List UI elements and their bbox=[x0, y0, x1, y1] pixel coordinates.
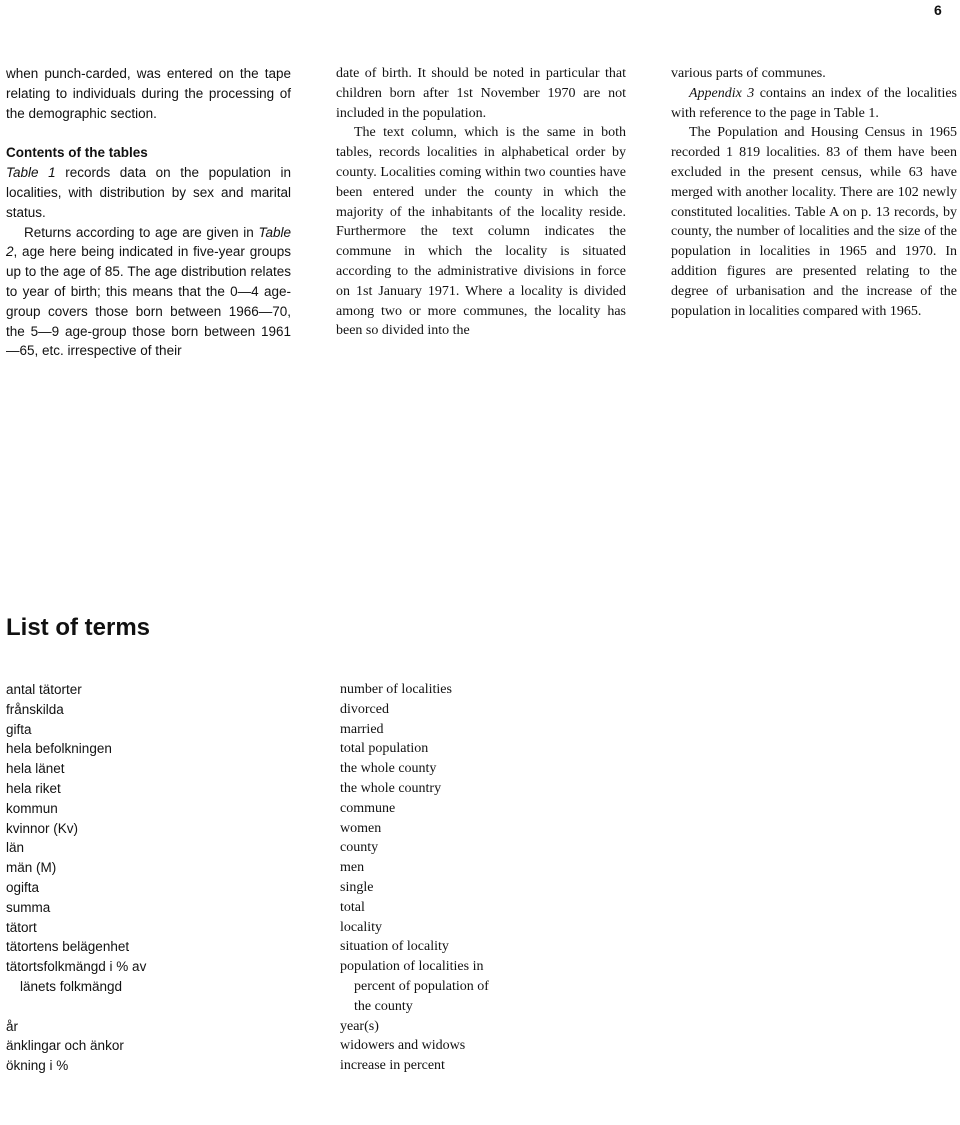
english-term: total bbox=[340, 899, 365, 915]
english-term: divorced bbox=[340, 701, 389, 717]
swedish-term: hela befolkningen bbox=[6, 741, 112, 757]
english-term: year(s) bbox=[340, 1018, 379, 1034]
text-column-1 bbox=[6, 64, 291, 361]
english-term: number of localities bbox=[340, 682, 452, 697]
paragraph: when punch-carded, was entered on the tape relating to individuals during the processing of the demographic section. bbox=[6, 66, 291, 121]
paragraph-text: contains an index of the localities with reference to the page in Table 1. bbox=[671, 85, 957, 121]
english-term: men bbox=[340, 860, 365, 876]
table-reference: Table 1 bbox=[6, 165, 56, 181]
text-column-2 bbox=[336, 64, 626, 341]
english-term: the county bbox=[354, 998, 413, 1014]
swedish-term: tätortsfolkmängd i % av bbox=[6, 959, 147, 975]
english-term: increase in percent bbox=[340, 1058, 445, 1074]
english-term: locality bbox=[340, 919, 382, 935]
english-term: widowers and widows bbox=[340, 1038, 466, 1054]
swedish-terms-list bbox=[6, 680, 306, 1076]
paragraph-text: records data on the population in localities, with distribution by sex and marital status. bbox=[6, 165, 291, 220]
paragraph bbox=[6, 163, 291, 222]
text-column-3 bbox=[671, 64, 957, 321]
english-term: percent of population of bbox=[354, 978, 489, 994]
swedish-term: gifta bbox=[6, 721, 32, 737]
swedish-term: antal tätorter bbox=[6, 682, 82, 697]
english-term: the whole country bbox=[340, 780, 442, 796]
english-term: the whole county bbox=[340, 761, 437, 777]
paragraph: various parts of communes. bbox=[671, 66, 826, 81]
swedish-term: summa bbox=[6, 899, 51, 915]
english-term: county bbox=[340, 840, 379, 856]
english-term: commune bbox=[340, 800, 396, 816]
swedish-term: länets folkmängd bbox=[20, 978, 123, 994]
swedish-term: kvinnor (Kv) bbox=[6, 820, 79, 836]
english-term: married bbox=[340, 721, 384, 737]
english-term: total population bbox=[340, 741, 429, 757]
paragraph-text: , age here being indicated in five-year groups up to the age of 85. The age distribution relates to year of birth; this means that the 0—4 age-group covers those born between 1966—70, the 5—9 age-group those born between 1961—65, etc. irrespective of their bbox=[6, 244, 291, 359]
swedish-term: hela riket bbox=[6, 780, 61, 796]
paragraph bbox=[671, 84, 957, 124]
list-of-terms-heading: List of terms bbox=[6, 614, 151, 641]
swedish-term: år bbox=[6, 1018, 19, 1034]
page-number: 6 bbox=[934, 2, 942, 18]
swedish-term: tätort bbox=[6, 919, 37, 935]
paragraph: date of birth. It should be noted in particular that children born after 1st November 1970 are not included in the population. bbox=[336, 66, 626, 121]
swedish-term: män (M) bbox=[6, 860, 57, 876]
swedish-term: änklingar och änkor bbox=[6, 1038, 124, 1054]
paragraph: The text column, which is the same in both tables, records localities in alphabetical order by county. Localities coming within two counties have been entered under the county in which the majority of the inhabitants of the locality reside. Furthermore the text column indicates the commune in which the locality is situated according to the administrative divisions in force on 1st January 1971. Where a locality is divided among two or more communes, the locality has been so divided into the bbox=[336, 125, 626, 339]
swedish-term: hela länet bbox=[6, 761, 65, 777]
english-term: single bbox=[340, 879, 374, 895]
swedish-term: tätortens belägenhet bbox=[6, 939, 130, 955]
swedish-term: län bbox=[6, 840, 25, 856]
swedish-term: ogifta bbox=[6, 879, 40, 895]
english-terms-list bbox=[340, 680, 640, 1076]
english-term: population of localities in bbox=[340, 959, 484, 975]
paragraph: The Population and Housing Census in 1965 recorded 1 819 localities. 83 of them have been excluded in the present census, while 63 have merged with another locality. There are 102 newly constituted localities. Table A on p. 13 records, by county, the number of localities and the size of the population in localities in 1965 and 1970. In addition figures are presented relating to the degree of urbanisation and the increase of the population in localities compared with 1965. bbox=[671, 125, 957, 319]
english-term: situation of locality bbox=[340, 939, 449, 955]
swedish-term: frånskilda bbox=[6, 701, 64, 717]
appendix-reference: Appendix 3 bbox=[689, 85, 755, 101]
swedish-term bbox=[6, 997, 306, 1017]
table-reference: Table 2 bbox=[6, 224, 291, 260]
paragraph-text: Returns according to age are given in bbox=[24, 224, 259, 240]
english-term: women bbox=[340, 820, 382, 836]
section-heading: Contents of the tables bbox=[6, 145, 148, 161]
swedish-term: ökning i % bbox=[6, 1058, 69, 1074]
swedish-term: kommun bbox=[6, 800, 58, 816]
paragraph bbox=[6, 223, 291, 362]
